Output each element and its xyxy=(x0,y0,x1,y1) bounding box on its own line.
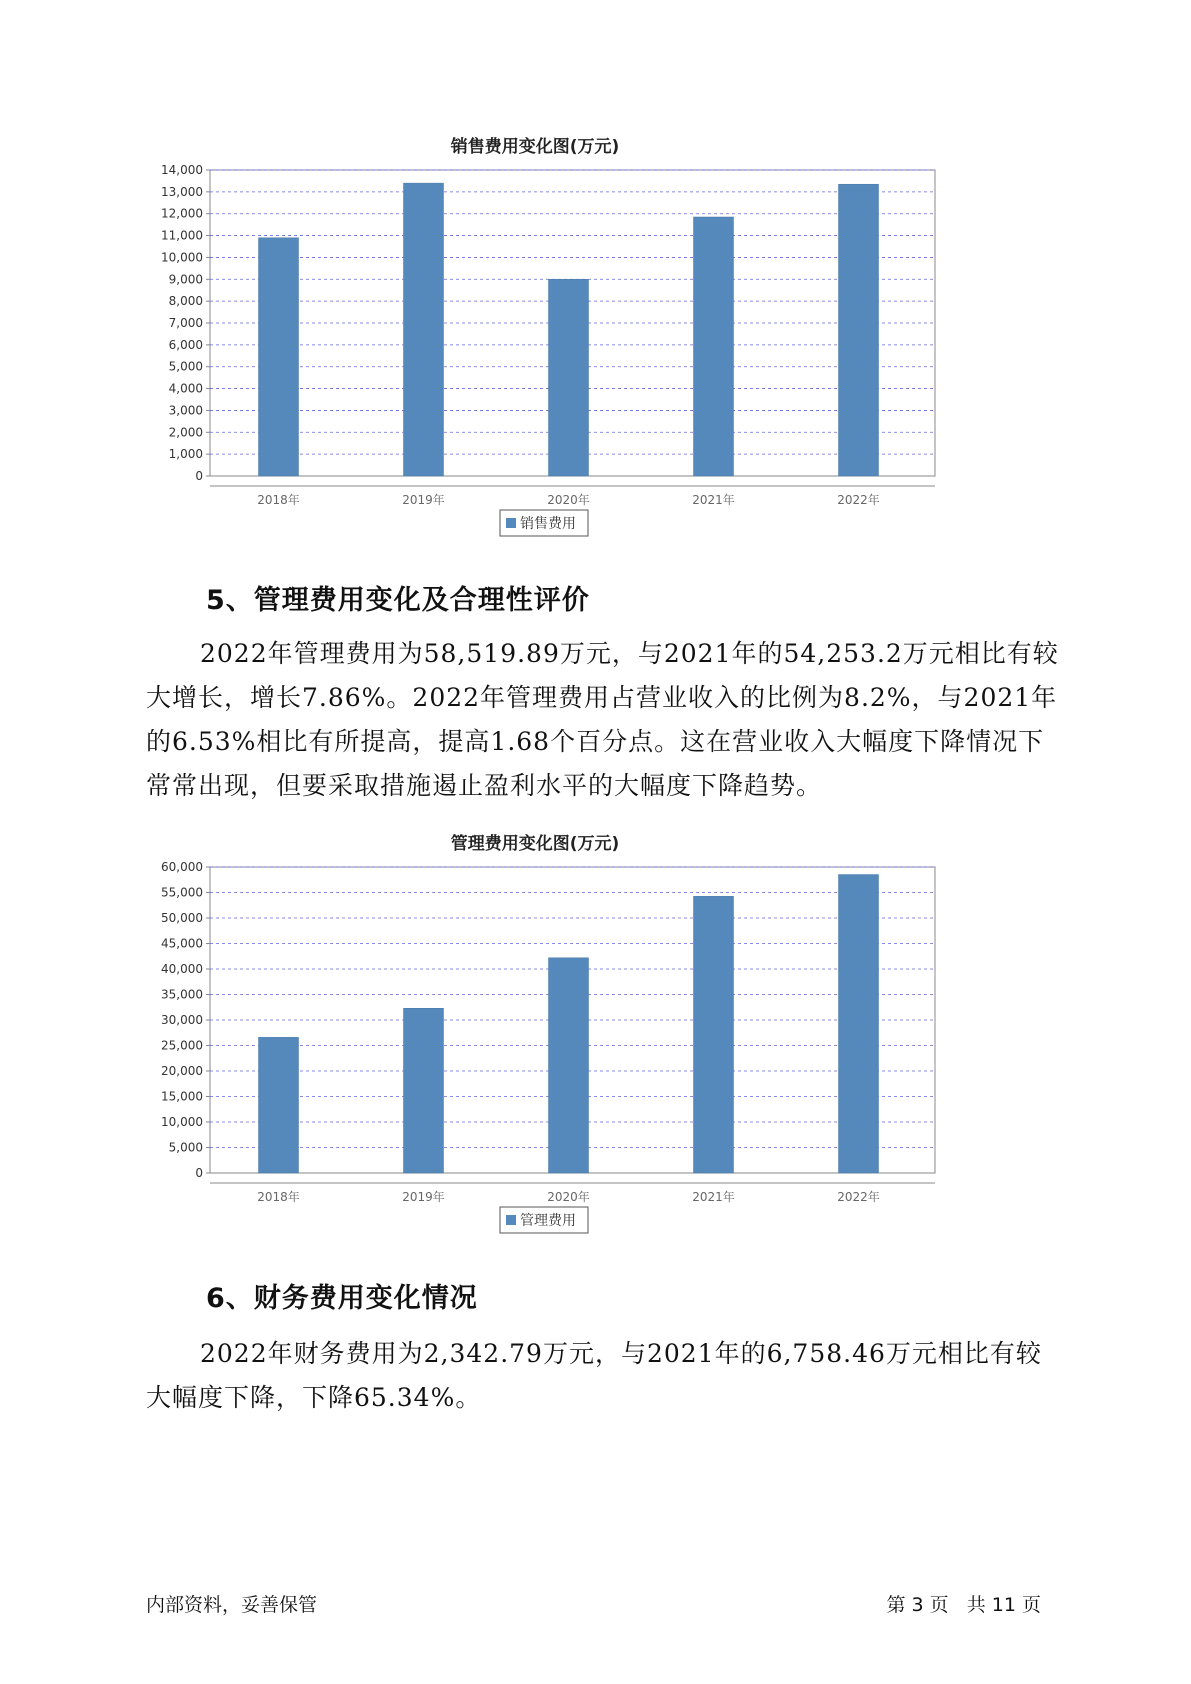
y-tick-label: 4,000 xyxy=(168,381,203,396)
legend xyxy=(500,510,588,536)
y-tick-label: 10,000 xyxy=(161,250,203,265)
y-tick-label: 7,000 xyxy=(168,316,203,330)
sales-expense-chart xyxy=(150,128,1020,548)
x-tick-label: 2021年 xyxy=(692,1190,735,1204)
y-tick-label: 15,000 xyxy=(161,1089,203,1104)
legend-label: 管理费用 xyxy=(520,1213,576,1229)
y-tick-label: 13,000 xyxy=(161,184,203,199)
section-6-paragraph: 2022年财务费用为2,342.79万元，与2021年的6,758.46万元相比有较大幅度下降，下降65.34%。 xyxy=(146,1339,1042,1412)
bar xyxy=(694,896,734,1173)
bar xyxy=(694,217,734,476)
admin-expense-chart xyxy=(150,825,1020,1245)
y-tick-label: 55,000 xyxy=(161,885,203,900)
y-tick-label: 40,000 xyxy=(161,962,203,976)
y-tick-label: 8,000 xyxy=(168,294,203,309)
bar xyxy=(259,1037,299,1173)
y-tick-label: 10,000 xyxy=(161,1115,203,1129)
footer-page-number: 第 3 页 共 11 页 xyxy=(886,1594,1041,1616)
y-tick-label: 12,000 xyxy=(161,206,203,221)
y-tick-label: 20,000 xyxy=(161,1064,203,1078)
legend-swatch xyxy=(506,518,516,528)
section-6-title: 6、财务费用变化情况 xyxy=(206,1283,478,1314)
x-tick-label: 2019年 xyxy=(402,493,445,507)
footer-confidential-note: 内部资料，妥善保管 xyxy=(146,1594,318,1616)
bar xyxy=(839,184,879,476)
y-tick-label: 30,000 xyxy=(161,1013,203,1027)
y-tick-label: 25,000 xyxy=(161,1038,203,1053)
y-tick-label: 50,000 xyxy=(161,911,203,925)
sales-expense-chart-svg xyxy=(150,128,1020,548)
x-tick-label: 2021年 xyxy=(692,493,735,507)
y-tick-label: 2,000 xyxy=(168,425,203,440)
x-tick-label: 2018年 xyxy=(257,493,300,507)
bar xyxy=(549,958,589,1173)
section-5-title: 5、管理费用变化及合理性评价 xyxy=(206,585,590,616)
section-5-paragraph: 2022年管理费用为58,519.89万元，与2021年的54,253.2万元相比有较大增长，增长7.86%。2022年管理费用占营业收入的比例为8.2%，与2021年的6.53%相比有所提高，提高1.68个百分点。这在营业收入大幅度下降情况下常常出现，但要采取措施遏止盈利水平的大幅度下降趋势。 xyxy=(146,639,1059,800)
y-tick-label: 9,000 xyxy=(168,272,203,287)
x-tick-label: 2018年 xyxy=(257,1190,300,1204)
x-tick-label: 2020年 xyxy=(547,493,590,507)
y-tick-label: 0 xyxy=(195,469,203,483)
y-tick-label: 3,000 xyxy=(168,403,203,418)
y-tick-label: 35,000 xyxy=(161,987,203,1002)
x-tick-label: 2019年 xyxy=(402,1190,445,1204)
legend-label: 销售费用 xyxy=(520,516,576,532)
y-tick-label: 14,000 xyxy=(161,163,203,177)
bar xyxy=(839,875,879,1173)
bar xyxy=(549,279,589,476)
y-tick-label: 1,000 xyxy=(168,447,203,462)
y-tick-label: 45,000 xyxy=(161,936,203,951)
y-tick-label: 5,000 xyxy=(168,359,203,374)
legend-swatch xyxy=(506,1215,516,1225)
y-tick-label: 0 xyxy=(195,1166,203,1180)
admin-expense-chart-svg xyxy=(150,825,1020,1245)
bar xyxy=(404,1008,444,1173)
chart-title: 管理费用变化图(万元) xyxy=(450,834,620,854)
y-tick-label: 11,000 xyxy=(161,228,203,243)
x-tick-label: 2020年 xyxy=(547,1190,590,1204)
bar xyxy=(404,183,444,476)
y-tick-label: 6,000 xyxy=(168,337,203,352)
bar xyxy=(259,238,299,476)
y-tick-label: 60,000 xyxy=(161,860,203,874)
chart-title: 销售费用变化图(万元) xyxy=(450,137,620,157)
x-tick-label: 2022年 xyxy=(837,1190,880,1204)
legend xyxy=(500,1207,588,1233)
x-tick-label: 2022年 xyxy=(837,493,880,507)
y-tick-label: 5,000 xyxy=(168,1140,203,1155)
